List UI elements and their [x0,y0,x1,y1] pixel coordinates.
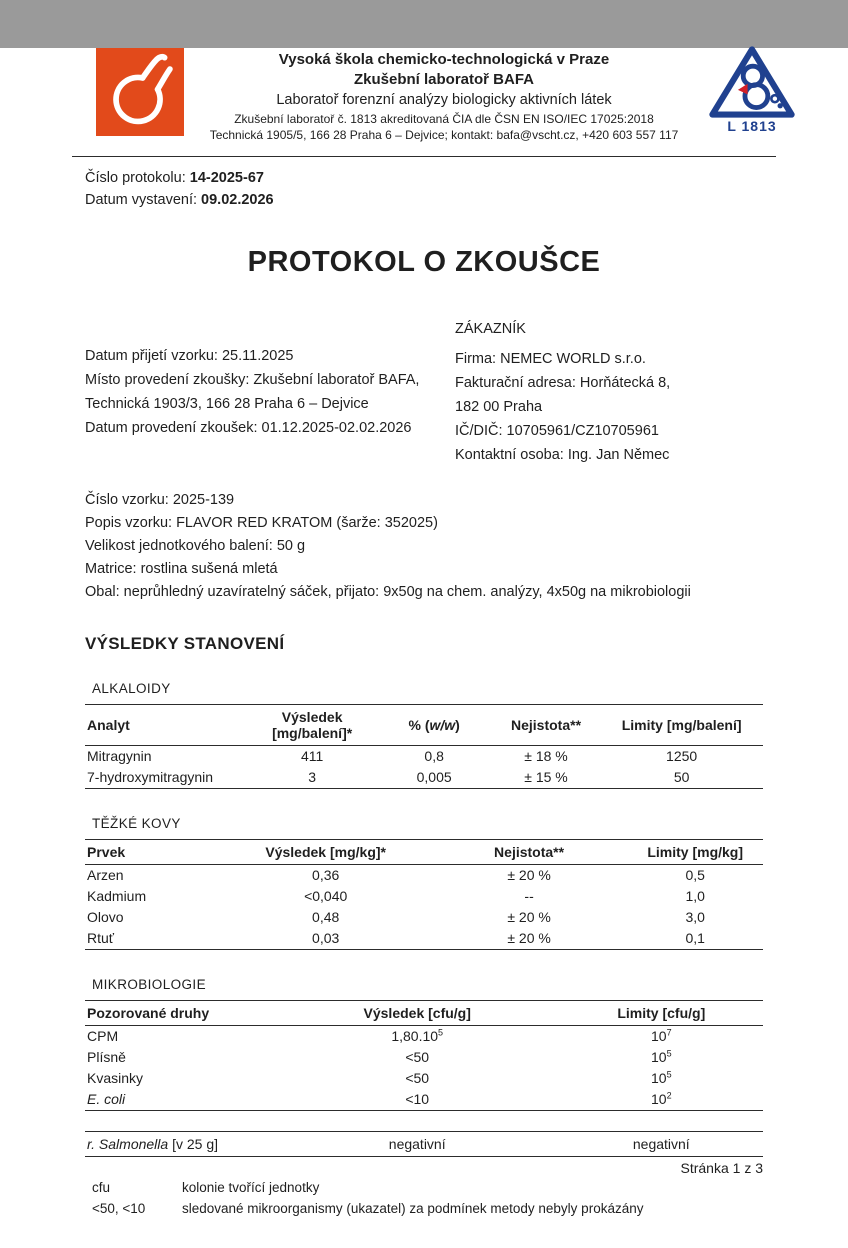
analyte-percent: 0,005 [416,769,452,786]
species-limit: $10^5$ [650,1048,672,1066]
column-header-limits: Limity [mg/balení] [600,704,763,745]
salmonella-limit: negativní [632,1135,690,1152]
species-result: 1,80.10$^5$ [391,1027,444,1045]
lab-contact-line: Technická 1905/5, 166 28 Praha 6 – Dejvice; kontakt: bafa@vscht.cz, +420 603 557 117 [209,127,679,142]
column-header-result: Výsledek [mg/balení]* [248,704,377,745]
issue-date-value: 09.02.2026 [201,192,274,209]
results-heading: VÝSLEDKY STANOVENÍ [85,633,285,653]
species-result: <50 [405,1049,430,1066]
element-name: Kadmium [87,888,147,905]
customer-city: 182 00 Praha [455,399,543,416]
info-columns [85,317,763,467]
element-uncertainty: -- [524,888,534,905]
alkaloids-table [85,704,763,789]
column-header-limits: Limity [mg/kg] [627,839,763,864]
element-uncertainty: ± 20 % [507,867,551,884]
table-row [85,1131,763,1156]
element-result: 0,48 [312,909,340,926]
footnote-cfu [92,1177,763,1199]
column-header-element: Prvek [85,839,221,864]
footnote-definition: sledované mikroorganismy (ukazatel) za podmínek metody nebyly prokázány [182,1201,644,1217]
sample-package-size: Velikost jednotkového balení: 50 g [85,538,306,555]
table-row [85,928,763,950]
analyte-result: 3 [308,769,317,786]
species-result: <10 [405,1091,430,1108]
column-header-species: Pozorované druhy [85,1000,275,1025]
species-name: CPM [87,1028,119,1045]
column-header-result: Výsledek [cfu/g] [275,1000,560,1025]
sample-packaging: Obal: neprůhledný uzavíratelný sáček, přijato: 9x50g na chem. analýzy, 4x50g na mikrobiologii [85,583,691,600]
sample-name: Popis vzorku: FLAVOR RED KRATOM (šarže: 352025) [85,515,438,532]
test-dates: Datum provedení zkoušek: 01.12.2025-02.02.2026 [85,420,412,437]
table-row [85,1089,763,1111]
species-limit: $10^7$ [650,1027,672,1045]
element-name: Olovo [87,909,124,926]
header-divider [72,156,776,157]
issue-date-line [85,190,763,212]
customer-company: Firma: NEMEC WORLD s.r.o. [455,350,646,367]
element-limit: 3,0 [685,909,705,926]
column-header-percent: % (w/w) [377,704,492,745]
footnote-detection [92,1198,763,1220]
table-row [85,767,763,789]
customer-column [455,317,763,467]
protocol-page [0,48,848,1248]
salmonella-result: negativní [388,1135,446,1152]
page-title: PROTOKOL O ZKOUŠCE [247,245,601,278]
lab-fullname: Laboratoř forenzní analýzy biologicky aktivních látek [276,91,612,108]
salmonella-table [85,1131,763,1157]
species-name: E. coli [87,1091,126,1108]
table-row [85,907,763,928]
element-result: <0,040 [304,888,348,905]
footnote-definition: kolonie tvořící jednotky [182,1179,320,1195]
analyte-uncertainty: ± 18 % [524,748,568,765]
heavy-metals-heading: TĚŽKÉ KOVY [92,815,181,831]
analyte-uncertainty: ± 15 % [524,769,568,786]
species-limit: $10^5$ [650,1069,672,1087]
element-limit: 0,1 [685,930,705,947]
protocol-number-line [85,168,763,190]
analyte-name: Mitragynin [87,748,152,765]
species-name: Plísně [87,1049,126,1066]
test-info-column [85,317,455,467]
element-result: 0,36 [312,867,340,884]
cia-accreditation-icon [708,44,796,120]
table-row [85,745,763,767]
analyte-percent: 0,8 [424,748,444,765]
analyte-limit: 1250 [666,748,698,765]
footnotes [92,1177,763,1220]
lab-identification [184,48,704,143]
org-name: Vysoká škola chemicko-technologická v Praze [278,51,610,68]
element-limit: 0,5 [685,867,705,884]
element-result: 0,03 [312,930,340,947]
customer-tax-id: IČ/DIČ: 10705961/CZ10705961 [455,423,659,440]
issue-date-label: Datum vystavení: [85,192,202,209]
species-limit: $10^2$ [650,1090,672,1108]
accreditation-line: Zkušební laboratoř č. 1813 akreditovaná ČIA dle ČSN EN ISO/IEC 17025:2018 [234,111,654,126]
table-row [85,1025,763,1047]
analyte-result: 411 [300,748,324,765]
alkaloids-heading: ALKALOIDY [92,680,171,696]
element-name: Arzen [87,867,124,884]
microbiology-heading: MIKROBIOLOGIE [92,976,206,992]
element-limit: 1,0 [685,888,705,905]
sample-number: Číslo vzorku: 2025-139 [85,492,235,509]
table-row [85,886,763,907]
element-uncertainty: ± 20 % [507,909,551,926]
element-name: Rtuť [87,930,115,947]
species-result: <50 [405,1070,430,1087]
test-location-address: Technická 1903/3, 166 28 Praha 6 – Dejvice [85,396,369,412]
protocol-number-value: 14-2025-67 [189,170,264,187]
heavy-metals-header-row [85,839,763,864]
table-row [85,1068,763,1089]
table-row [85,864,763,886]
cia-accreditation-logo [704,44,800,134]
table-row [85,1047,763,1068]
heavy-metals-table [85,839,763,950]
alkaloids-header-row [85,704,763,745]
receipt-date: Datum přijetí vzorku: 25.11.2025 [85,347,294,364]
element-uncertainty: ± 20 % [507,930,551,947]
sample-matrix: Matrice: rostlina sušená mletá [85,560,278,577]
microbiology-table [85,1000,763,1111]
page-number: Stránka 1 z 3 [680,1160,763,1176]
customer-heading: ZÁKAZNÍK [455,320,526,337]
species-name: Kvasinky [87,1070,144,1087]
salmonella-name: r. Salmonella [v 25 g] [87,1135,218,1152]
lab-name: Zkušební laboratoř BAFA [353,70,535,88]
vscht-logo-icon [96,48,184,136]
microbiology-header-row [85,1000,763,1025]
protocol-number-label: Číslo protokolu: [85,170,190,187]
column-header-result: Výsledek [mg/kg]* [221,839,431,864]
column-header-uncertainty: Nejistota** [431,839,628,864]
sample-description [85,489,763,604]
accreditation-number: L 1813 [727,118,777,134]
footnote-term: <50, <10 [92,1201,146,1217]
footnote-term: cfu [92,1179,111,1195]
analyte-limit: 50 [673,769,690,786]
column-header-limits: Limity [cfu/g] [560,1000,763,1025]
document-header [72,48,800,143]
column-header-uncertainty: Nejistota** [492,704,600,745]
vscht-logo [96,48,184,140]
analyte-name: 7-hydroxymitragynin [87,769,214,786]
test-location: Místo provedení zkoušky: Zkušební laboratoř BAFA, [85,371,420,388]
column-header-analyt: Analyt [85,704,248,745]
customer-address: Fakturační adresa: Horňátecká 8, [455,375,671,391]
protocol-meta [85,168,763,212]
customer-contact: Kontaktní osoba: Ing. Jan Němec [455,447,670,464]
